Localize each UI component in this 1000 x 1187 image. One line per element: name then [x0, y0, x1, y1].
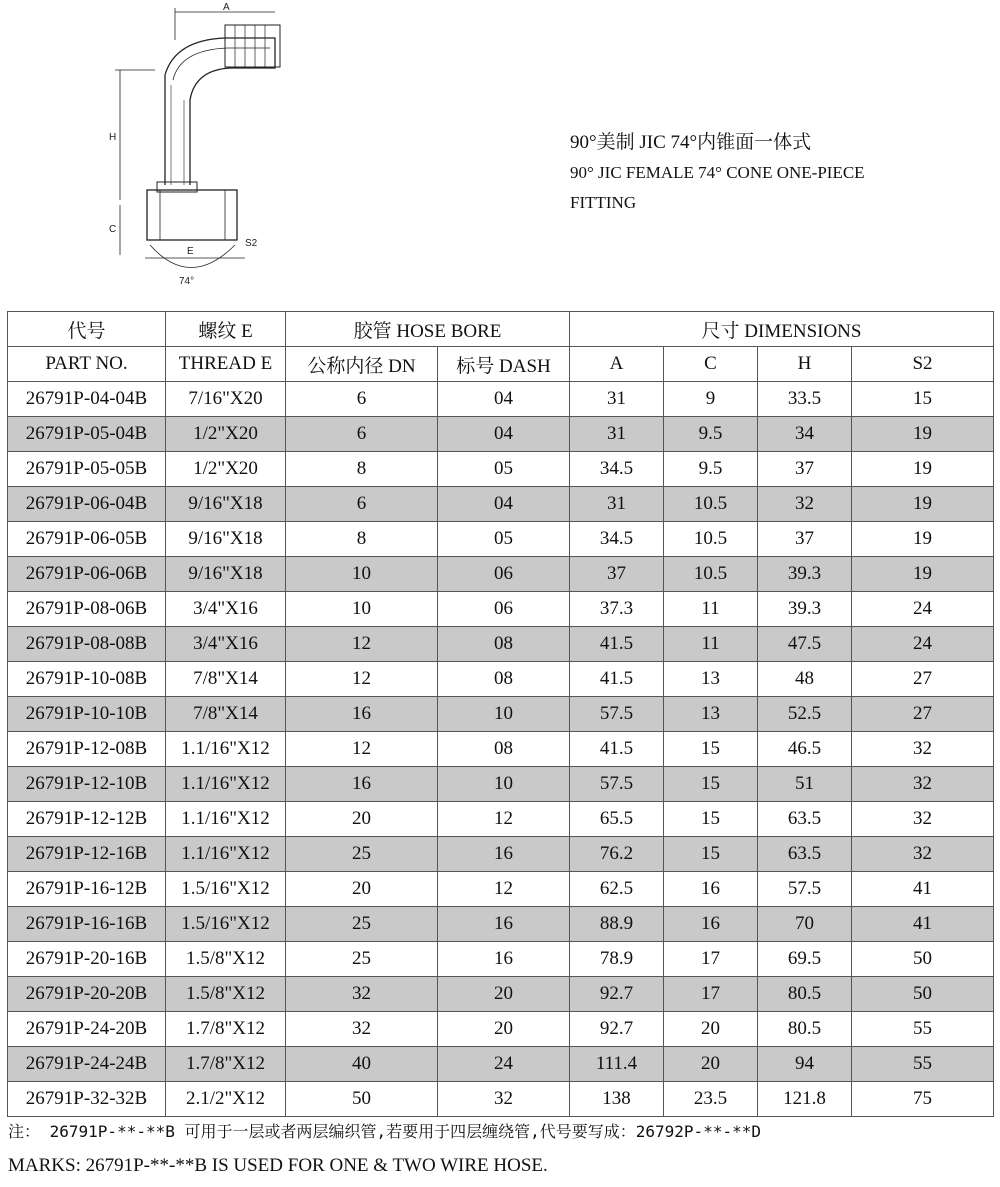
cell-thread: 1.5/16"X12: [166, 872, 286, 907]
cell-h: 37: [758, 522, 852, 557]
cell-c: 16: [664, 907, 758, 942]
cell-dash: 05: [438, 452, 570, 487]
cell-h: 32: [758, 487, 852, 522]
cell-a: 92.7: [570, 977, 664, 1012]
cell-h: 121.8: [758, 1082, 852, 1117]
cell-s2: 19: [852, 452, 994, 487]
cell-c: 20: [664, 1047, 758, 1082]
cell-dn: 12: [286, 732, 438, 767]
title-english-line2: FITTING: [570, 193, 637, 212]
table-header-row-2: [8, 347, 994, 382]
cell-dash: 20: [438, 977, 570, 1012]
cell-s2: 41: [852, 907, 994, 942]
cell-dn: 16: [286, 697, 438, 732]
cell-s2: 50: [852, 977, 994, 1012]
cell-dash: 10: [438, 767, 570, 802]
table-row: [8, 487, 994, 522]
table-row: [8, 872, 994, 907]
cell-dn: 50: [286, 1082, 438, 1117]
cell-a: 31: [570, 382, 664, 417]
table-header-row-1: [8, 312, 994, 347]
cell-part-no: 26791P-05-04B: [8, 417, 166, 452]
cell-dn: 20: [286, 802, 438, 837]
cell-h: 80.5: [758, 1012, 852, 1047]
table-row: [8, 627, 994, 662]
cell-s2: 27: [852, 662, 994, 697]
cell-s2: 55: [852, 1012, 994, 1047]
header-s2: S2: [852, 347, 994, 382]
cell-dash: 04: [438, 417, 570, 452]
cell-a: 41.5: [570, 662, 664, 697]
cell-thread: 1.5/8"X12: [166, 942, 286, 977]
table-row: [8, 767, 994, 802]
cell-thread: 3/4"X16: [166, 592, 286, 627]
cell-s2: 27: [852, 697, 994, 732]
spec-table: [7, 311, 994, 1117]
cell-c: 9: [664, 382, 758, 417]
cell-dash: 04: [438, 382, 570, 417]
cell-c: 10.5: [664, 557, 758, 592]
table-row: [8, 802, 994, 837]
cell-dn: 32: [286, 1012, 438, 1047]
cell-thread: 1.5/8"X12: [166, 977, 286, 1012]
cell-h: 47.5: [758, 627, 852, 662]
cell-a: 57.5: [570, 697, 664, 732]
cell-h: 33.5: [758, 382, 852, 417]
cell-a: 65.5: [570, 802, 664, 837]
table-row: [8, 662, 994, 697]
cell-s2: 19: [852, 417, 994, 452]
cell-part-no: 26791P-16-16B: [8, 907, 166, 942]
table-row: [8, 697, 994, 732]
angle-label: 74°: [179, 276, 195, 287]
product-title: [570, 128, 970, 218]
cell-thread: 7/8"X14: [166, 697, 286, 732]
cell-thread: 9/16"X18: [166, 557, 286, 592]
table-row: [8, 522, 994, 557]
cell-dn: 20: [286, 872, 438, 907]
cell-s2: 75: [852, 1082, 994, 1117]
table-row: [8, 732, 994, 767]
cell-c: 9.5: [664, 417, 758, 452]
cell-dash: 05: [438, 522, 570, 557]
cell-h: 39.3: [758, 592, 852, 627]
cell-dash: 16: [438, 837, 570, 872]
cell-s2: 32: [852, 802, 994, 837]
title-chinese: 90°美制 JIC 74°内锥面一体式: [570, 132, 812, 153]
table-row: [8, 837, 994, 872]
table-row: [8, 977, 994, 1012]
cell-dn: 16: [286, 767, 438, 802]
table-row: [8, 382, 994, 417]
cell-part-no: 26791P-24-24B: [8, 1047, 166, 1082]
cell-s2: 41: [852, 872, 994, 907]
cell-h: 46.5: [758, 732, 852, 767]
cell-dn: 8: [286, 452, 438, 487]
header-thread-e: THREAD E: [166, 347, 286, 382]
cell-h: 39.3: [758, 557, 852, 592]
cell-thread: 1/2"X20: [166, 417, 286, 452]
cell-h: 63.5: [758, 802, 852, 837]
cell-c: 11: [664, 627, 758, 662]
table-row: [8, 907, 994, 942]
cell-c: 15: [664, 767, 758, 802]
cell-dash: 32: [438, 1082, 570, 1117]
header-dash: 标号 DASH: [438, 347, 570, 382]
cell-a: 57.5: [570, 767, 664, 802]
cell-dn: 25: [286, 942, 438, 977]
cell-a: 41.5: [570, 627, 664, 662]
cell-a: 34.5: [570, 452, 664, 487]
cell-thread: 1.1/16"X12: [166, 802, 286, 837]
cell-dash: 16: [438, 942, 570, 977]
header-c: C: [664, 347, 758, 382]
cell-c: 15: [664, 732, 758, 767]
cell-c: 10.5: [664, 522, 758, 557]
cell-a: 62.5: [570, 872, 664, 907]
cell-c: 13: [664, 697, 758, 732]
cell-thread: 7/8"X14: [166, 662, 286, 697]
cell-c: 23.5: [664, 1082, 758, 1117]
cell-a: 92.7: [570, 1012, 664, 1047]
cell-dn: 32: [286, 977, 438, 1012]
cell-dash: 12: [438, 872, 570, 907]
cell-h: 94: [758, 1047, 852, 1082]
cell-thread: 1.7/8"X12: [166, 1012, 286, 1047]
cell-dn: 8: [286, 522, 438, 557]
cell-dash: 08: [438, 662, 570, 697]
cell-a: 78.9: [570, 942, 664, 977]
cell-dn: 40: [286, 1047, 438, 1082]
cell-c: 20: [664, 1012, 758, 1047]
cell-part-no: 26791P-12-16B: [8, 837, 166, 872]
cell-h: 37: [758, 452, 852, 487]
cell-a: 37.3: [570, 592, 664, 627]
cell-h: 51: [758, 767, 852, 802]
cell-part-no: 26791P-06-04B: [8, 487, 166, 522]
cell-c: 17: [664, 942, 758, 977]
cell-s2: 24: [852, 627, 994, 662]
cell-s2: 15: [852, 382, 994, 417]
cell-h: 63.5: [758, 837, 852, 872]
cell-part-no: 26791P-32-32B: [8, 1082, 166, 1117]
cell-dash: 08: [438, 732, 570, 767]
cell-c: 11: [664, 592, 758, 627]
cell-dash: 10: [438, 697, 570, 732]
cell-c: 16: [664, 872, 758, 907]
dim-label-s2: S2: [245, 238, 258, 249]
header-thread: 螺纹 E: [166, 312, 286, 347]
cell-part-no: 26791P-12-10B: [8, 767, 166, 802]
dim-label-c: C: [109, 224, 117, 235]
cell-part-no: 26791P-16-12B: [8, 872, 166, 907]
cell-thread: 2.1/2"X12: [166, 1082, 286, 1117]
header-dimensions: 尺寸 DIMENSIONS: [570, 312, 994, 347]
cell-s2: 24: [852, 592, 994, 627]
cell-s2: 32: [852, 767, 994, 802]
cell-s2: 32: [852, 732, 994, 767]
cell-dash: 06: [438, 557, 570, 592]
table-row: [8, 942, 994, 977]
cell-thread: 9/16"X18: [166, 522, 286, 557]
table-row: [8, 1047, 994, 1082]
table-row: [8, 557, 994, 592]
cell-c: 15: [664, 837, 758, 872]
cell-a: 34.5: [570, 522, 664, 557]
table-row: [8, 417, 994, 452]
table-body: [8, 382, 994, 1117]
cell-dash: 06: [438, 592, 570, 627]
cell-part-no: 26791P-20-16B: [8, 942, 166, 977]
cell-h: 57.5: [758, 872, 852, 907]
cell-dash: 04: [438, 487, 570, 522]
cell-a: 76.2: [570, 837, 664, 872]
cell-a: 41.5: [570, 732, 664, 767]
cell-part-no: 26791P-05-05B: [8, 452, 166, 487]
cell-part-no: 26791P-06-06B: [8, 557, 166, 592]
cell-part-no: 26791P-08-06B: [8, 592, 166, 627]
cell-dn: 10: [286, 557, 438, 592]
cell-part-no: 26791P-06-05B: [8, 522, 166, 557]
cell-dn: 25: [286, 837, 438, 872]
cell-h: 48: [758, 662, 852, 697]
cell-c: 15: [664, 802, 758, 837]
cell-part-no: 26791P-10-10B: [8, 697, 166, 732]
cell-thread: 1.5/16"X12: [166, 907, 286, 942]
dim-label-e: E: [187, 246, 194, 257]
cell-c: 10.5: [664, 487, 758, 522]
cell-h: 70: [758, 907, 852, 942]
cell-thread: 1/2"X20: [166, 452, 286, 487]
cell-s2: 32: [852, 837, 994, 872]
cell-thread: 1.7/8"X12: [166, 1047, 286, 1082]
cell-a: 138: [570, 1082, 664, 1117]
cell-a: 37: [570, 557, 664, 592]
cell-s2: 50: [852, 942, 994, 977]
cell-dash: 12: [438, 802, 570, 837]
header-hose-bore: 胶管 HOSE BORE: [286, 312, 570, 347]
cell-part-no: 26791P-12-12B: [8, 802, 166, 837]
cell-dash: 20: [438, 1012, 570, 1047]
dim-label-a: A: [223, 2, 230, 13]
table-row: [8, 452, 994, 487]
cell-thread: 9/16"X18: [166, 487, 286, 522]
cell-s2: 19: [852, 557, 994, 592]
notes: [8, 1120, 993, 1180]
cell-dn: 10: [286, 592, 438, 627]
cell-dash: 08: [438, 627, 570, 662]
cell-part-no: 26791P-20-20B: [8, 977, 166, 1012]
cell-a: 88.9: [570, 907, 664, 942]
cell-dn: 6: [286, 417, 438, 452]
header-dn: 公称内径 DN: [286, 347, 438, 382]
cell-part-no: 26791P-24-20B: [8, 1012, 166, 1047]
table-row: [8, 1082, 994, 1117]
cell-thread: 3/4"X16: [166, 627, 286, 662]
title-english-line1: 90° JIC FEMALE 74° CONE ONE-PIECE: [570, 163, 865, 182]
cell-a: 31: [570, 417, 664, 452]
header-h: H: [758, 347, 852, 382]
dim-label-h: H: [109, 132, 117, 143]
cell-thread: 7/16"X20: [166, 382, 286, 417]
cell-dash: 16: [438, 907, 570, 942]
table-row: [8, 1012, 994, 1047]
cell-s2: 55: [852, 1047, 994, 1082]
cell-c: 9.5: [664, 452, 758, 487]
table-row: [8, 592, 994, 627]
cell-thread: 1.1/16"X12: [166, 837, 286, 872]
note-chinese: 注： 26791P-**-**B 可用于一层或者两层编织管,若要用于四层缠绕管,代号要写成：26792P-**-**D: [8, 1122, 761, 1141]
cell-thread: 1.1/16"X12: [166, 767, 286, 802]
cell-part-no: 26791P-04-04B: [8, 382, 166, 417]
note-english: MARKS: 26791P-**-**B IS USED FOR ONE & TWO WIRE HOSE.: [8, 1155, 548, 1176]
header-code: 代号: [8, 312, 166, 347]
header-part-no: PART NO.: [8, 347, 166, 382]
cell-a: 111.4: [570, 1047, 664, 1082]
cell-dn: 6: [286, 382, 438, 417]
fitting-drawing: [95, 0, 285, 300]
cell-s2: 19: [852, 487, 994, 522]
cell-dn: 6: [286, 487, 438, 522]
header-a: A: [570, 347, 664, 382]
cell-h: 52.5: [758, 697, 852, 732]
cell-part-no: 26791P-08-08B: [8, 627, 166, 662]
cell-part-no: 26791P-10-08B: [8, 662, 166, 697]
cell-c: 13: [664, 662, 758, 697]
cell-h: 34: [758, 417, 852, 452]
cell-h: 80.5: [758, 977, 852, 1012]
cell-s2: 19: [852, 522, 994, 557]
cell-dn: 12: [286, 662, 438, 697]
cell-h: 69.5: [758, 942, 852, 977]
cell-a: 31: [570, 487, 664, 522]
cell-c: 17: [664, 977, 758, 1012]
cell-part-no: 26791P-12-08B: [8, 732, 166, 767]
cell-dn: 12: [286, 627, 438, 662]
cell-dash: 24: [438, 1047, 570, 1082]
cell-thread: 1.1/16"X12: [166, 732, 286, 767]
cell-dn: 25: [286, 907, 438, 942]
